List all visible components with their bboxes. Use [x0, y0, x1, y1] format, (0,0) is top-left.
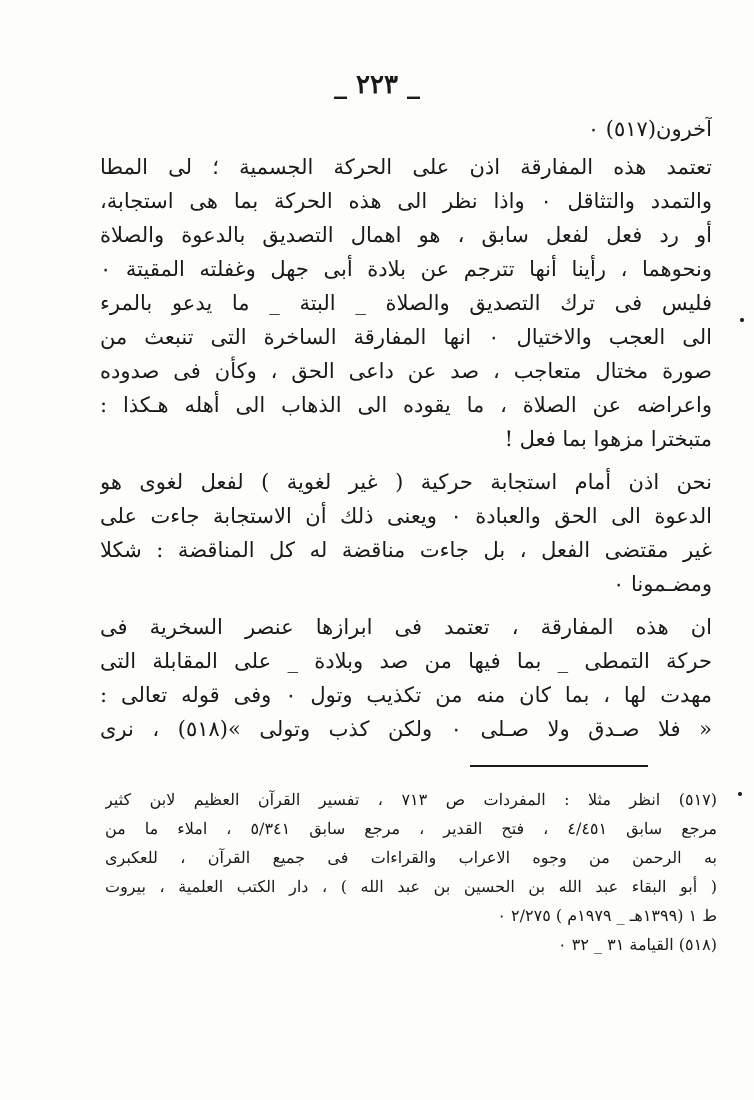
paragraph-3 [100, 610, 712, 746]
text-line: واعراضه عن الصلاة ، ما يقوده الى الذهاب الى أهله هـكذا : [100, 393, 712, 417]
text-line: غير مقتضى الفعل ، بل جاءت مناقضة له كل المناقضة : شكلا [100, 538, 712, 562]
text-line: ان هذه المفارقة ، تعتمد فى ابرازها عنصر السخرية فى [100, 615, 712, 639]
footnote-line: به الرحمن من وجوه الاعراب والقراءات فى جميع القرآن ، للعكبرى [105, 848, 717, 867]
paragraph-1 [100, 150, 712, 456]
footnote-divider [470, 765, 648, 767]
text-line: تعتمد هذه المفارقة اذن على الحركة الجسمية ؛ لى المطا [100, 155, 712, 179]
footnote-line: ط ١ (١٣٩٩هـ _ ١٩٧٩م ) ٢/٢٧٥ ٠ [497, 906, 717, 925]
scan-speck [738, 792, 742, 796]
page-number: _ ٢٢٣ _ [333, 70, 421, 100]
text-line: نحن اذن أمام استجابة حركية ( غير لغوية ) لفعل لغوى هو [100, 470, 712, 494]
text-line: فليس فى ترك التصديق والصلاة _ البتة _ ما يدعو بالمرء [100, 291, 712, 315]
footnote-line: (٥١٨) القيامة ٣١ _ ٣٢ ٠ [558, 935, 717, 954]
footnote-line: (٥١٧) انظر مثلا : المفردات ص ٧١٣ ، تفسير القرآن العظيم لابن كثير [105, 790, 717, 809]
footnote-line: مرجع سابق ٤/٤٥١ ، فتح القدير ، مرجع سابق ٥/٣٤١ ، املاء ما من [105, 819, 717, 838]
scan-speck [740, 318, 744, 322]
text-line: متبخترا مزهوا بما فعل ! [504, 427, 712, 451]
text-line: والتمدد والتثاقل ٠ واذا نظر الى هذه الحركة بما هى استجابة، [100, 189, 712, 213]
footnotes [105, 785, 717, 959]
footnote-line: ( أبو البقاء عبد الله بن الحسين بن عبد الله ) ، دار الكتب العلمية ، بيروت [105, 877, 717, 896]
paragraph-continuation [100, 112, 712, 146]
text-line: مهدت لها ، بما كان منه من تكذيب وتول ٠ وفى قوله تعالى : [100, 683, 712, 707]
text-line: حركة التمطى _ بما فيها من صد وبلادة _ على المقابلة التى [100, 649, 712, 673]
text-line: الى العجب والاختيال ٠ انها المفارقة الساخرة التى تنبعث من [100, 325, 712, 349]
text-line: أو رد فعل لفعل سابق ، هو اهمال التصديق بالدعوة والصلاة [100, 223, 712, 247]
text-line: آخرون(٥١٧) ٠ [587, 117, 712, 141]
text-line: صورة مختال متعاجب ، صد عن داعى الحق ، وكأن فى صدوده [100, 359, 712, 383]
paragraph-2 [100, 465, 712, 601]
text-line: « فلا صـدق ولا صـلى ٠ ولكن كذب وتولى »(٥١٨) ، نرى [100, 717, 712, 741]
text-line: ونحوهما ، رأينا أنها تترجم عن بلادة أبى جهل وغفلته المقيتة ٠ [100, 257, 712, 281]
text-line: الدعوة الى الحق والعبادة ٠ ويعنى ذلك أن الاستجابة جاءت على [100, 504, 712, 528]
text-line: ومضـمونا ٠ [613, 572, 712, 596]
